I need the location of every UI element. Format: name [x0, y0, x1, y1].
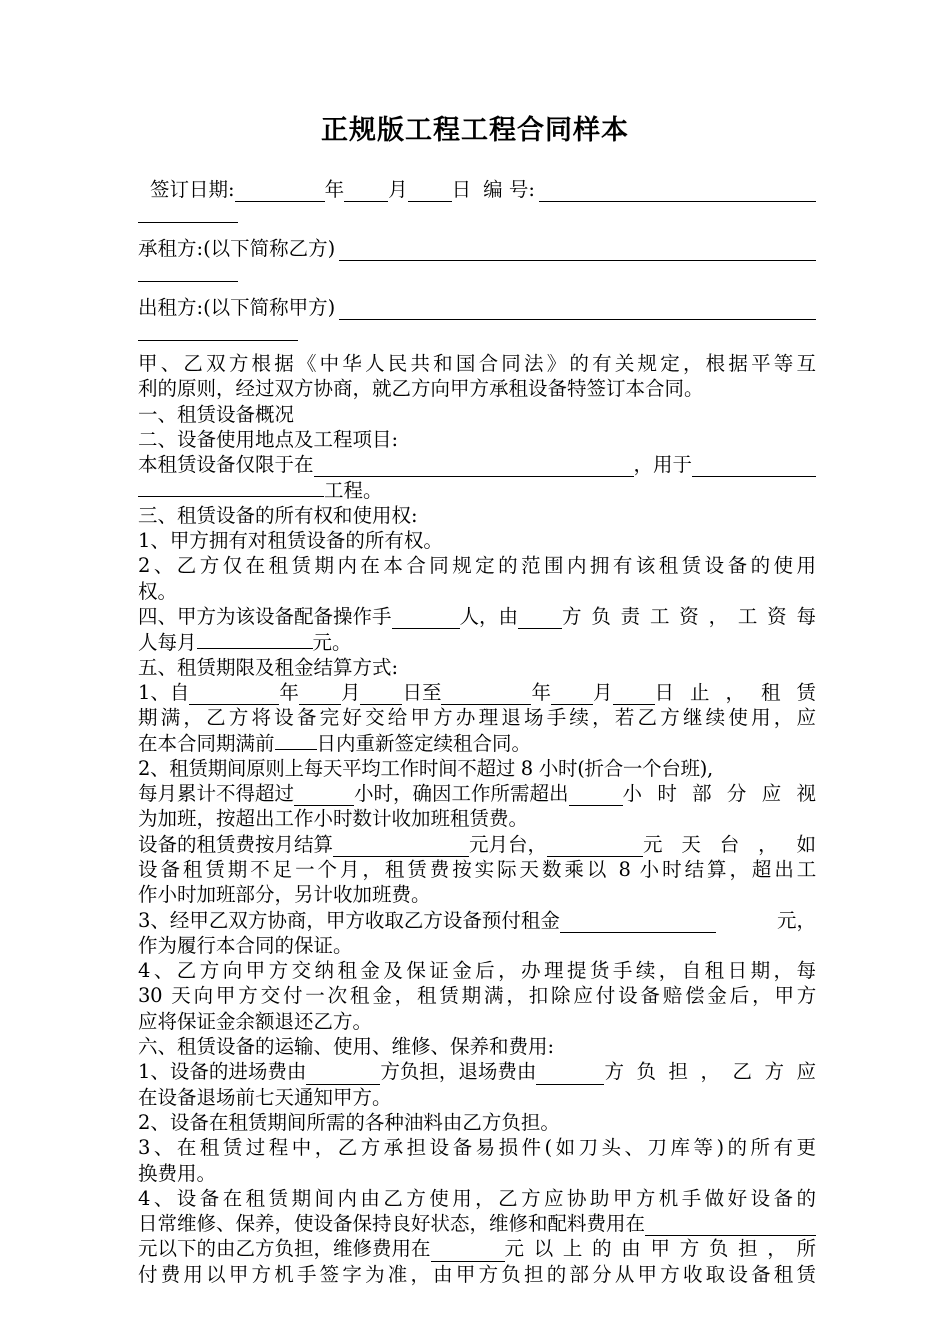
clause-line [138, 629, 816, 654]
clause-line [138, 477, 816, 502]
clause-line: 设备租赁期不足一个月，租赁费按实际天数乘以 8 小时结算，超出工 [138, 857, 816, 881]
clause-line: 4、设备在租赁期间内由乙方使用，乙方应协助甲方机手做好设备的 [138, 1186, 816, 1210]
blank-project [692, 457, 816, 477]
clause-text: 3、经甲乙双方协商，甲方收取乙方设备预付租金 [138, 908, 560, 932]
clause-line: 换费用。 [138, 1161, 217, 1185]
clause-text: 日内重新签定续租合同。 [316, 732, 532, 756]
clause-text: 设备的租赁费按月结算 [138, 832, 334, 856]
clause-line: 2、租赁期间原则上每天平均工作时间不超过 8 小时(折合一个台班), [138, 756, 713, 780]
preamble-line: 利的原则，经过双方协商，就乙方向甲方承租设备特签订本合同。 [138, 377, 704, 401]
month-label: 月 [388, 177, 408, 201]
lessee-label: 承租方:(以下简称乙方) [138, 236, 336, 260]
clause-text: 本租赁设备仅限于在 [138, 453, 314, 477]
clause-line: 4、乙方向甲方交纳租金及保证金后，办理提货手续，自租日期，每 [138, 959, 816, 983]
preamble-line: 甲、乙双方根据《中华人民共和国合同法》的有关规定，根据平等互 [138, 352, 816, 375]
page-title: 正规版工程工程合同样本 [321, 115, 629, 146]
clause-line [138, 604, 816, 629]
blank-location [314, 457, 634, 477]
clause-text: 年 [531, 680, 551, 704]
blank-end-month [551, 685, 593, 705]
blank-start-year [189, 685, 279, 705]
clause-line: 作为履行本合同的保证。 [138, 933, 353, 957]
lessor-row [138, 290, 816, 320]
section-heading: 三、租赁设备的所有权和使用权: [138, 503, 418, 527]
blank-lessee [339, 238, 816, 261]
clause-text: 日常维修、保养，使设备保持良好状态，维修和配料费用在 [138, 1212, 646, 1236]
clause-line [138, 1236, 816, 1261]
clause-line [138, 1059, 816, 1084]
day-label: 日 [451, 177, 472, 201]
clause-text: 在本合同期满前 [138, 732, 275, 756]
blank-max-hours [294, 786, 354, 806]
section-heading: 一、租赁设备概况 [138, 402, 295, 426]
clause-line: 2、设备在租赁期间所需的各种油料由乙方负担。 [138, 1110, 560, 1134]
blank-contract-no-cont [138, 202, 238, 223]
clause-text: 方负担，乙方应 [604, 1060, 816, 1084]
clause-line: 应将保证金余额退还乙方。 [138, 1009, 373, 1033]
clause-line: 为加班，按超出工作小时数计收加班租赁费。 [138, 807, 529, 831]
lessee-row [138, 231, 816, 261]
blank-lessor-cont [138, 320, 298, 341]
blank-renew-days [275, 730, 317, 750]
clause-text: 小时部分应视 [622, 782, 816, 806]
clause-text: 元天台，如 [643, 832, 816, 856]
clause-line [138, 781, 816, 806]
blank-end-day [613, 685, 655, 705]
clause-line: 期满，乙方将设备完好交给甲方办理退场手续，若乙方继续使用，应 [138, 706, 816, 730]
clause-line: 权。 [138, 579, 178, 603]
clause-text: 元， [776, 908, 816, 932]
blank-daily-rate [547, 837, 643, 857]
blank-repair-limit [645, 1216, 816, 1236]
blank-lessee-cont [138, 261, 238, 282]
blank-deposit [560, 913, 716, 933]
blank-entry-fee-party [306, 1065, 380, 1085]
blank-project-cont [138, 477, 324, 497]
clause-text: 每月累计不得超过 [138, 782, 295, 806]
clause-line [138, 452, 816, 477]
clause-line: 30 天向甲方交付一次租金，租赁期满，扣除应付设备赔偿金后，甲方 [138, 984, 816, 1008]
clause-text: ，用于 [633, 453, 693, 477]
blank-operators [392, 609, 460, 629]
clause-line: 作小时加班部分，另计收加班费。 [138, 883, 431, 907]
clause-line [138, 908, 816, 933]
blank-day [408, 182, 452, 202]
blank-repair-limit-upper [431, 1242, 505, 1262]
clause-text: 月 [592, 680, 613, 704]
clause-text: 方负责工资，工资每 [562, 604, 816, 628]
clause-line: 1、甲方拥有对租赁设备的所有权。 [138, 529, 443, 553]
clause-text: 1、自 [138, 680, 190, 704]
clause-text: 元月台， [469, 832, 548, 856]
clause-line: 付费用以甲方机手签字为准，由甲方负担的部分从甲方收取设备租赁 [138, 1262, 816, 1286]
clause-text: 元以上的由甲方负担，所 [504, 1237, 816, 1261]
clause-text: 年 [279, 680, 299, 704]
clause-text: 人每月 [138, 631, 197, 655]
clause-text: 人，由 [459, 604, 519, 628]
clause-text: 元。 [312, 631, 352, 655]
clause-text: 日至 [402, 680, 442, 704]
blank-overtime-hours [569, 786, 623, 806]
clause-line: 3、在租赁过程中，乙方承担设备易损件(如刀头、刀库等)的所有更 [138, 1136, 816, 1160]
blank-year [235, 182, 325, 202]
blank-lessor [339, 297, 816, 320]
blank-start-month [299, 685, 341, 705]
clause-line [138, 1211, 816, 1236]
contract-body [138, 172, 816, 1287]
blank-start-day [360, 685, 402, 705]
blank-month [344, 182, 388, 202]
clause-text: 元以下的由乙方负担，维修费用在 [138, 1237, 431, 1261]
sign-date-label: 签订日期: [150, 177, 235, 201]
blank-end-year [441, 685, 531, 705]
lessor-label: 出租方:(以下简称甲方) [138, 295, 336, 319]
clause-text: 四、甲方为该设备配备操作手 [138, 604, 392, 628]
clause-line [138, 680, 816, 705]
clause-line [138, 832, 816, 857]
sign-date-row [138, 172, 816, 202]
year-label: 年 [324, 177, 345, 201]
clause-text: 月 [340, 680, 361, 704]
clause-line [138, 730, 816, 755]
blank-monthly-rate [333, 837, 469, 857]
clause-text: 小时，确因工作所需超出 [354, 782, 569, 806]
blank-wage [197, 629, 313, 649]
clause-text: 日止，租赁 [654, 680, 816, 704]
clause-text: 1、设备的进场费由 [138, 1060, 307, 1084]
section-heading: 五、租赁期限及租金结算方式: [138, 655, 399, 679]
clause-line: 在设备退场前七天通知甲方。 [138, 1085, 392, 1109]
clause-text: 方负担，退场费由 [380, 1060, 537, 1084]
clause-text: 工程。 [324, 479, 383, 503]
blank-exit-fee-party [536, 1065, 604, 1085]
section-heading: 二、设备使用地点及工程项目: [138, 427, 399, 451]
blank-contract-no [539, 179, 816, 202]
section-heading: 六、租赁设备的运输、使用、维修、保养和费用: [138, 1035, 555, 1059]
contract-no-label: 编 号: [483, 177, 535, 201]
blank-party [518, 609, 562, 629]
clause-line: 2、乙方仅在租赁期内在本合同规定的范围内拥有该租赁设备的使用 [138, 554, 816, 578]
